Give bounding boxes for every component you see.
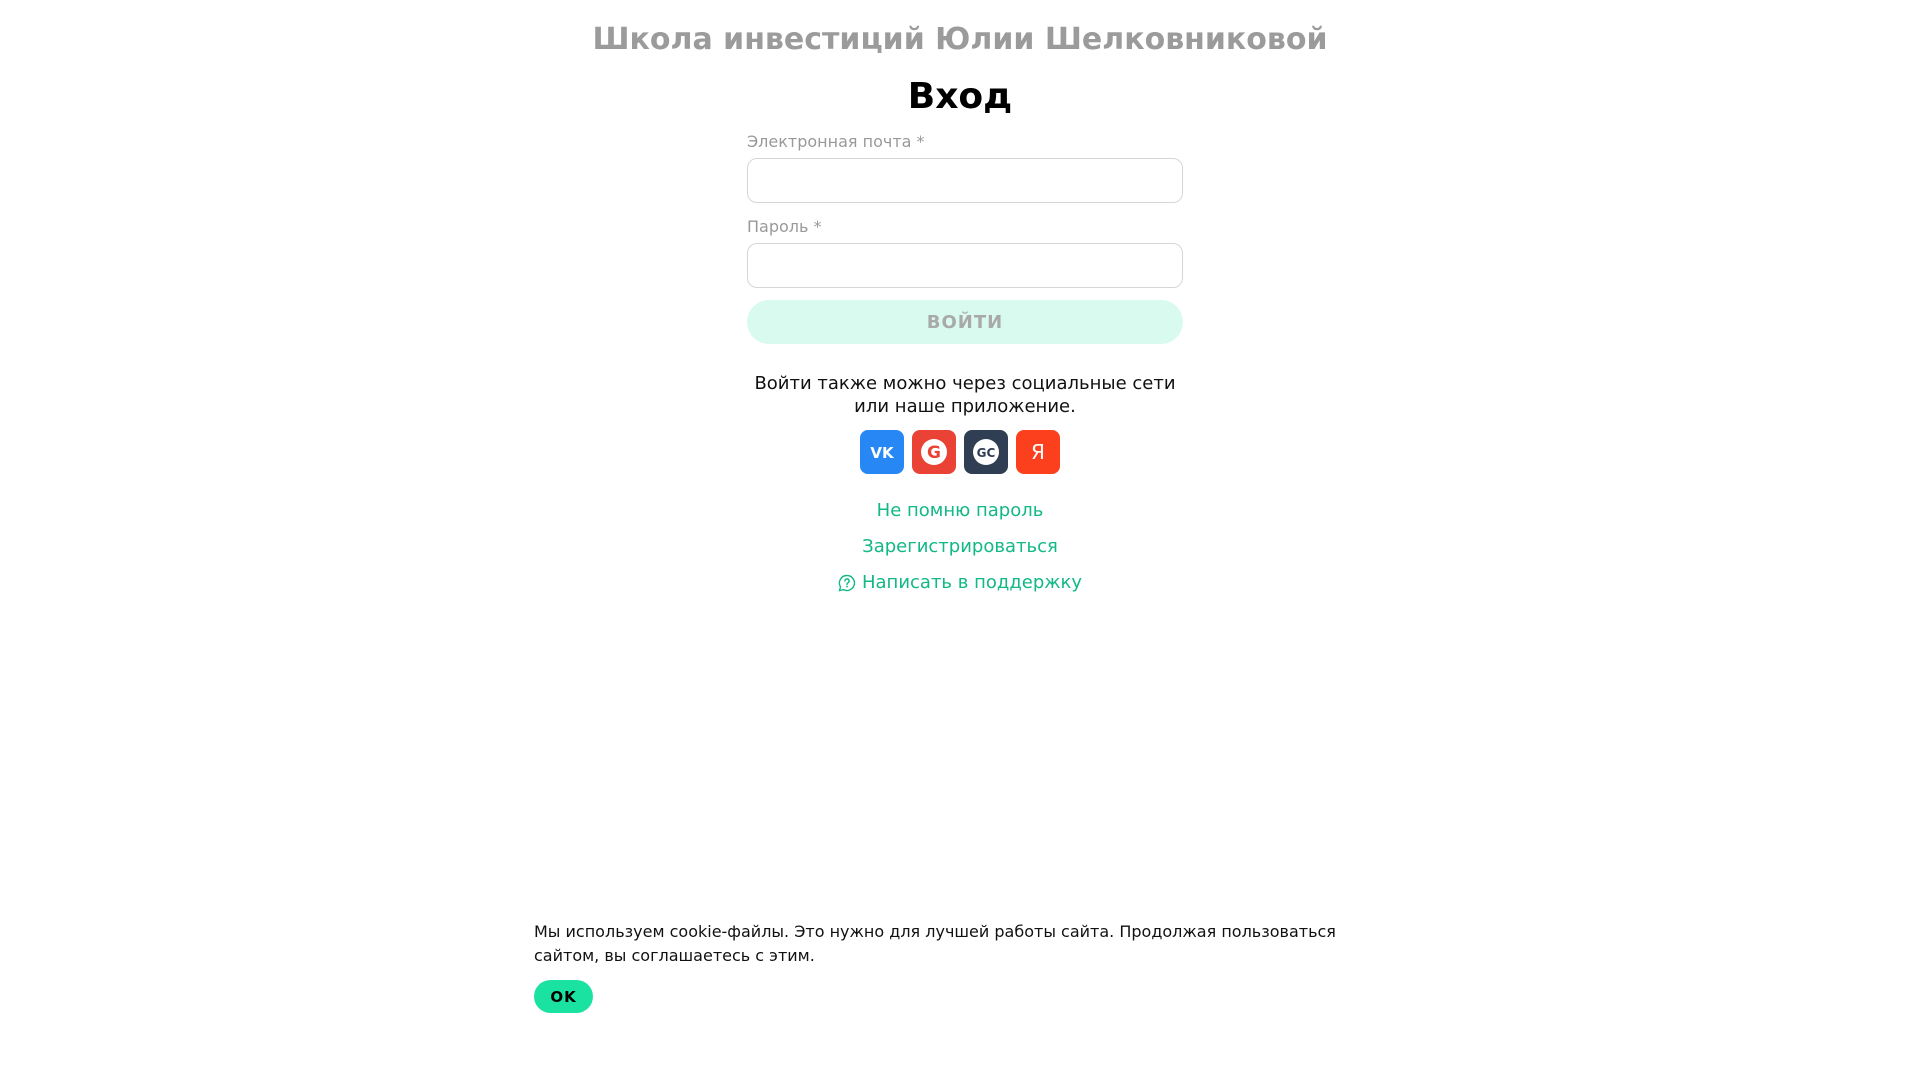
login-button[interactable]: ВОЙТИ bbox=[747, 300, 1183, 344]
page-title: Вход bbox=[907, 76, 1013, 117]
school-name: Школа инвестиций Юлии Шелковниковой bbox=[592, 22, 1328, 57]
password-field[interactable] bbox=[747, 243, 1183, 288]
cookie-banner bbox=[534, 920, 1386, 1013]
getcourse-icon bbox=[970, 436, 1002, 468]
svg-text:G: G bbox=[927, 443, 941, 463]
register-link[interactable]: Зарегистрироваться bbox=[862, 536, 1058, 557]
vk-login-button[interactable] bbox=[860, 430, 904, 474]
forgot-password-link[interactable]: Не помню пароль bbox=[876, 500, 1044, 521]
google-login-button[interactable] bbox=[912, 430, 956, 474]
auth-links bbox=[0, 497, 1920, 597]
email-field[interactable] bbox=[747, 158, 1183, 203]
yandex-login-button[interactable] bbox=[1016, 430, 1060, 474]
social-login-buttons bbox=[0, 430, 1920, 474]
support-link[interactable] bbox=[838, 569, 1082, 597]
password-label: Пароль * bbox=[747, 217, 822, 236]
password-field-group bbox=[747, 215, 1183, 288]
svg-text:VK: VK bbox=[870, 444, 894, 462]
cookie-text: Мы используем cookie-файлы. Это нужно для лучшей работы сайта. Продолжая пользоваться сайтом, вы соглашаетесь с этим. bbox=[534, 922, 1336, 965]
google-icon bbox=[918, 436, 950, 468]
svg-text:Я: Я bbox=[1031, 440, 1045, 464]
svg-text:GC: GC bbox=[976, 446, 996, 460]
vk-icon bbox=[867, 437, 897, 467]
yandex-icon bbox=[1023, 437, 1053, 467]
email-field-group bbox=[747, 130, 1183, 203]
chat-question-icon bbox=[838, 574, 856, 592]
cookie-ok-button[interactable]: OK bbox=[534, 980, 593, 1013]
login-form bbox=[747, 130, 1183, 344]
email-label: Электронная почта * bbox=[747, 132, 925, 151]
support-link-label: Написать в поддержку bbox=[861, 572, 1083, 593]
social-login-text: Войти также можно через социальные сети или наше приложение. bbox=[754, 373, 1176, 417]
getcourse-login-button[interactable] bbox=[964, 430, 1008, 474]
